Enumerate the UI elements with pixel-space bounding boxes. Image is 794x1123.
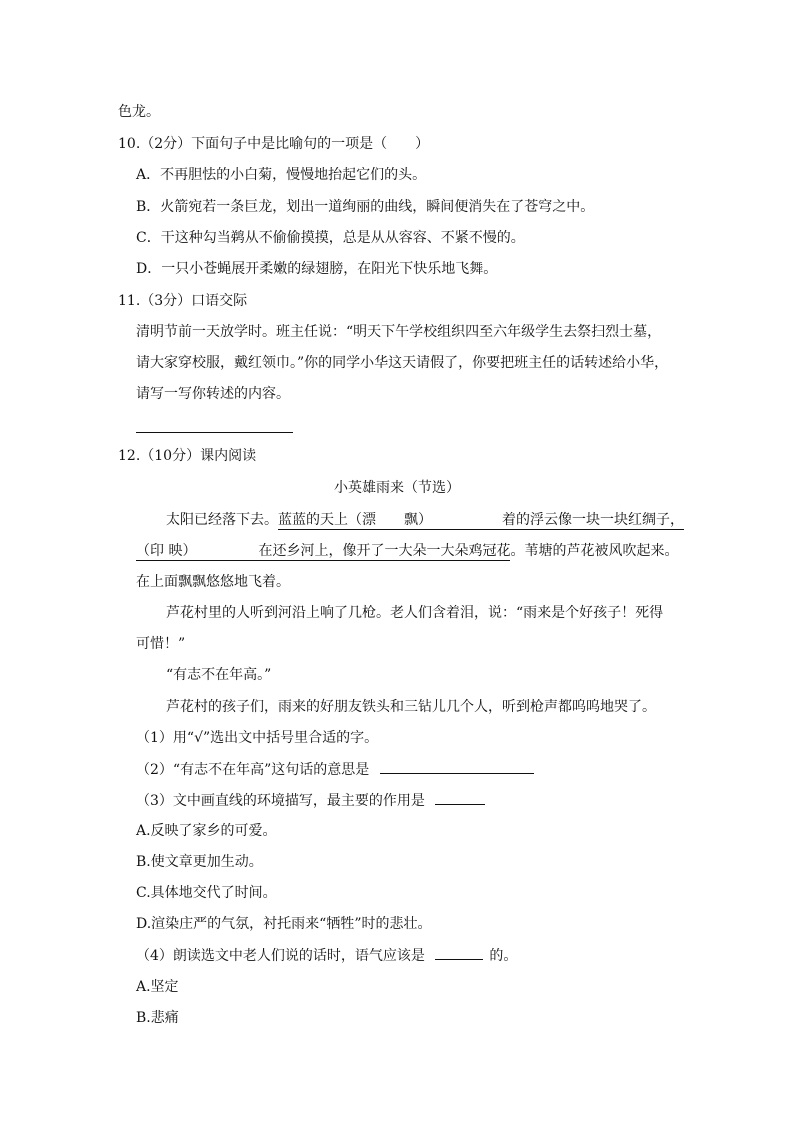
sub-question-4-answer-blank[interactable] <box>435 945 483 960</box>
sub3-option-a[interactable]: A.反映了家乡的可爱。 <box>136 823 277 839</box>
sub-question-4-text: （4）朗读选文中老人们说的话时，语气应该是 <box>136 948 425 964</box>
sub-question-3-answer-blank[interactable] <box>435 790 485 805</box>
passage-p1-text: 太阳已经落下去。 <box>166 512 278 528</box>
sub3-option-c[interactable]: C.具体地交代了时间。 <box>136 885 277 901</box>
q11-body-line-2: 请大家穿校服，戴红领巾。”你的同学小华这天请假了，你要把班主任的话转述给小华， <box>136 355 669 371</box>
q10-option-c[interactable]: C．干这种勾当鹈从不偷偷摸摸，总是从从容容、不紧不慢的。 <box>136 230 525 246</box>
underlined-text: 着的浮云像一块一块红绸子， <box>502 512 684 528</box>
sub-question-3-text: （3）文中画直线的环境描写，最主要的作用是 <box>136 793 425 809</box>
underlined-text: 在还乡河上，像开了一大朵一大朵鸡冠花 <box>258 543 511 559</box>
sub-question-2-answer-blank[interactable] <box>380 759 534 774</box>
previous-question-continuation: 色龙。 <box>118 104 160 120</box>
choice-piao-bracket[interactable]: 蓝蓝的天上（漂 飘） <box>278 512 432 528</box>
passage-p1-line-3: 在上面飘飘悠悠地飞着。 <box>136 574 290 590</box>
sub3-option-d[interactable]: D.渲染庄严的气氛，衬托雨来“牺牲”时的悲壮。 <box>136 916 432 932</box>
passage-p2-line-1: 芦花村里的人听到河沿上响了几枪。老人们含着泪，说：“雨来是个好孩子！死得 <box>166 605 664 621</box>
sub-question-3 <box>136 790 485 811</box>
passage-title: 小英雄雨来（节选） <box>334 480 460 496</box>
sub-question-4 <box>136 945 517 966</box>
passage-p1-line-1 <box>166 510 684 530</box>
passage-p1-line-2 <box>136 541 678 561</box>
sub-question-2-text: （2）“有志不在年高”这句话的意思是 <box>136 762 370 778</box>
passage-text: 。苇塘的芦花被风吹起来。 <box>510 543 679 559</box>
sub-question-4-suffix: 的。 <box>489 948 518 964</box>
sub-question-2 <box>136 759 534 780</box>
q10-option-a[interactable]: A．不再胆怯的小白菊，慢慢地抬起它们的头。 <box>136 167 427 183</box>
q12-stem: 12.（10分）课内阅读 <box>118 448 257 464</box>
passage-p4: 芦花村的孩子们，雨来的好朋友铁头和三钻儿几个人，听到枪声都呜呜地哭了。 <box>166 699 656 715</box>
passage-p2-line-2: 可惜！” <box>136 636 186 652</box>
sub4-option-a[interactable]: A.坚定 <box>136 979 179 995</box>
q11-body-line-3: 请写一写你转述的内容。 <box>136 386 290 402</box>
underlined-description-part-1 <box>278 512 684 530</box>
sub4-option-b[interactable]: B.悲痛 <box>136 1010 179 1026</box>
sub3-option-b[interactable]: B.使文章更加生动。 <box>136 854 263 870</box>
choice-ying-bracket[interactable]: （印 映） <box>136 543 197 559</box>
q11-body-line-1: 清明节前一天放学时。班主任说：“明天下午学校组织四至六年级学生去祭扫烈士墓， <box>136 324 662 340</box>
q10-option-b[interactable]: B．火箭宛若一条巨龙，划出一道绚丽的曲线，瞬间便消失在了苍穹之中。 <box>136 199 595 215</box>
sub-question-1: （1）用“√”选出文中括号里合适的字。 <box>136 730 379 746</box>
q11-answer-blank[interactable] <box>136 432 293 433</box>
q10-option-d[interactable]: D．一只小苍蝇展开柔嫩的绿翅膀，在阳光下快乐地飞舞。 <box>136 261 498 277</box>
passage-p3: “有志不在年高。” <box>166 667 272 683</box>
q11-stem: 11.（3分）口语交际 <box>118 293 248 309</box>
q10-stem: 10.（2分）下面句子中是比喻句的一项是（ ） <box>118 136 430 152</box>
underlined-description-part-2 <box>136 543 510 561</box>
